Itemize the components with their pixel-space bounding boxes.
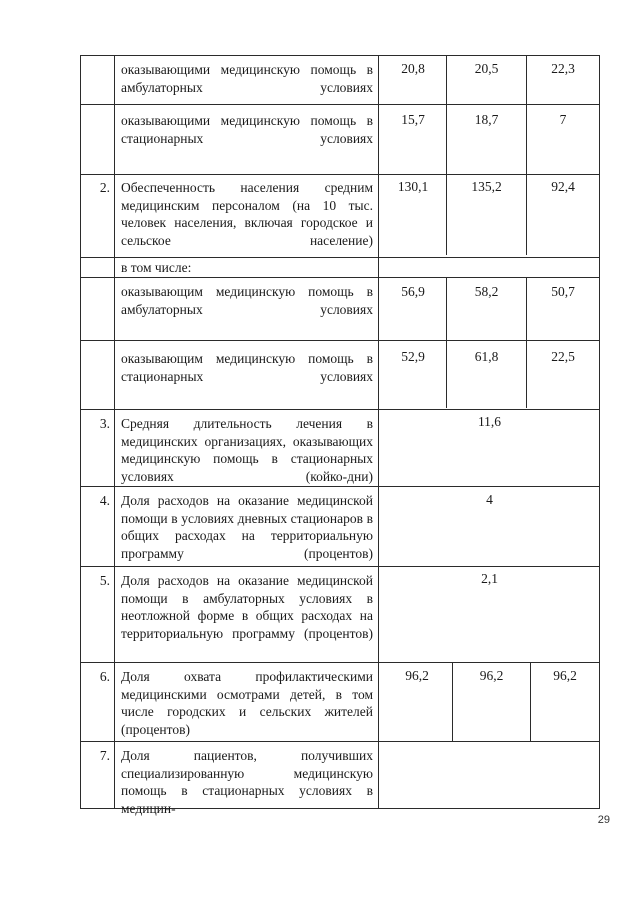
- value-cell: 130,1: [397, 179, 429, 194]
- value-cell: 96,2: [479, 668, 504, 683]
- indicator-text: оказывающими медицинскую помощь в стационарных условиях: [121, 113, 373, 146]
- value-cell: 56,9: [401, 284, 425, 299]
- value-cell: 92,4: [551, 179, 575, 194]
- value-cell: 135,2: [471, 179, 502, 194]
- row-number: 3.: [99, 416, 110, 431]
- row-number: 7.: [99, 748, 110, 763]
- page-number: 29: [597, 814, 610, 826]
- indicator-text: Доля расходов на оказание медицинской помощи в амбулаторных условиях в неотложной форме в общих расходах на территориальную программу (процентов): [121, 573, 373, 641]
- value-cell: 7: [559, 112, 567, 127]
- value-cell: 15,7: [401, 112, 425, 127]
- indicator-text: оказывающим медицинскую помощь в стационарных условиях: [121, 351, 373, 384]
- indicator-text: Доля расходов на оказание медицинской помощи в условиях дневных стационаров в общих расходах на территориальную программу (процентов): [121, 493, 373, 561]
- indicator-text: оказывающим медицинскую помощь в амбулаторных условиях: [121, 284, 373, 317]
- row-number: 4.: [99, 493, 110, 508]
- row-number: 5.: [99, 573, 110, 588]
- value-cell: 2,1: [481, 571, 498, 586]
- indicator-text: оказывающими медицинскую помощь в амбулаторных условиях: [121, 62, 373, 95]
- value-cell: 52,9: [401, 349, 425, 364]
- value-cell: 22,3: [551, 61, 575, 76]
- value-cell: 96,2: [405, 668, 429, 683]
- value-cell: 20,8: [401, 61, 425, 76]
- row-number: 6.: [99, 669, 110, 684]
- indicator-text: Доля охвата профилактическими медицинскими осмотрами детей, в том числе городских и сельских жителей (процентов): [121, 669, 373, 737]
- value-cell: 50,7: [551, 284, 575, 299]
- row-number: 2.: [99, 180, 110, 195]
- indicator-text: Обеспеченность населения средним медицинским персоналом (на 10 тыс. человек населения, включая городское и сельское население): [121, 180, 373, 248]
- indicator-text: Доля пациентов, получивших специализированную медицинскую помощь в стационарных условиях в медицин-: [121, 748, 373, 816]
- value-cell: 61,8: [474, 349, 499, 364]
- value-cell: 58,2: [474, 284, 499, 299]
- value-cell: 4: [486, 492, 493, 507]
- indicator-text: в том числе:: [121, 260, 192, 275]
- indicator-text: Средняя длительность лечения в медицинских организациях, оказывающих медицинскую помощь в стационарных условиях (койко-дни): [121, 416, 373, 484]
- value-cell: 20,5: [474, 61, 499, 76]
- value-cell: 22,5: [551, 349, 575, 364]
- value-cell: 18,7: [474, 112, 499, 127]
- value-cell: 96,2: [553, 668, 577, 683]
- value-cell: 11,6: [477, 414, 502, 429]
